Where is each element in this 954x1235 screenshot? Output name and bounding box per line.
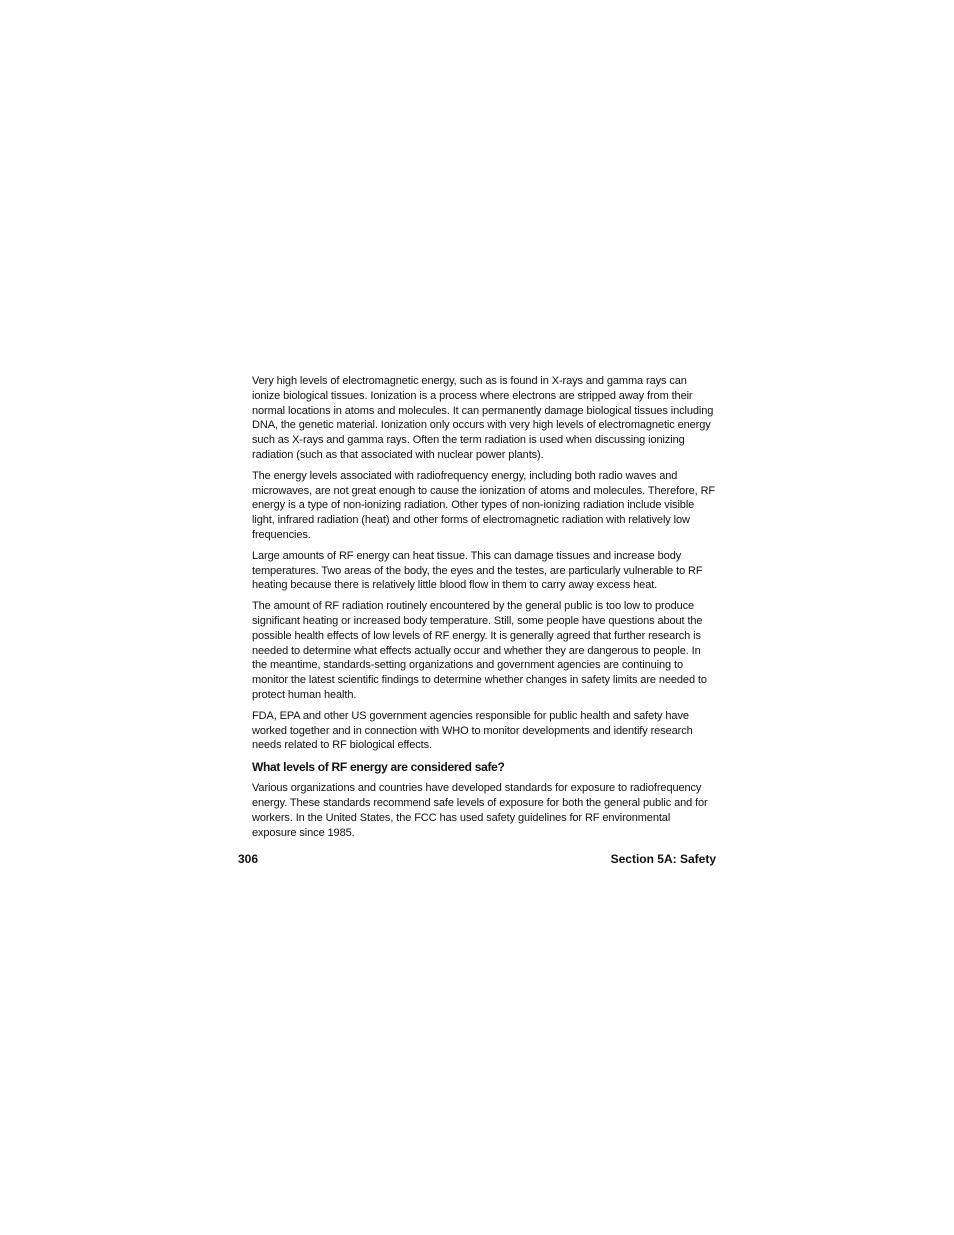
section-subheading: What levels of RF energy are considered safe?	[252, 760, 505, 775]
section-title: Section 5A: Safety	[610, 852, 716, 866]
body-paragraph: Various organizations and countries have developed standards for exposure to radiofrequency energy. These standards recommend safe levels of exposure for both the general public and for workers. In the United States, the FCC has used safety guidelines for RF environmental exposure since 1985.	[252, 782, 708, 839]
page-footer	[238, 852, 716, 867]
body-paragraph: The energy levels associated with radiofrequency energy, including both radio waves and microwaves, are not great enough to cause the ionization of atoms and molecules. Therefore, RF energy is a type of non-ionizing radiation. Other types of non-ionizing radiation include visible light, infrared radiation (heat) and other forms of electromagnetic radiation with relatively low frequencies.	[252, 469, 716, 541]
page-body	[252, 374, 716, 846]
body-paragraph: FDA, EPA and other US government agencies responsible for public health and safety have worked together and in connection with WHO to monitor developments and identify research needs related to RF biological effects.	[252, 709, 693, 752]
page-number: 306	[238, 852, 259, 866]
body-paragraph: Large amounts of RF energy can heat tissue. This can damage tissues and increase body temperatures. Two areas of the body, the eyes and the testes, are particularly vulnerable to RF heating because there is relatively little blood flow in them to carry away excess heat.	[252, 549, 703, 592]
body-paragraph: Very high levels of electromagnetic energy, such as is found in X-rays and gamma rays can ionize biological tissues. Ionization is a process where electrons are stripped away from their normal locations in atoms and molecules. It can permanently damage biological tissues including DNA, the genetic material. Ionization only occurs with very high levels of electromagnetic energy such as X-rays and gamma rays. Often the term radiation is used when discussing ionizing radiation (such as that associated with nuclear power plants).	[252, 375, 714, 461]
body-paragraph: The amount of RF radiation routinely encountered by the general public is too low to produce significant heating or increased body temperature. Still, some people have questions about the possible health effects of low levels of RF energy. It is generally agreed that further research is needed to determine what effects actually occur and whether they are dangerous to people. In the meantime, standards-setting organizations and government agencies are continuing to monitor the latest scientific findings to determine whether changes in safety limits are needed to protect human health.	[252, 600, 707, 701]
